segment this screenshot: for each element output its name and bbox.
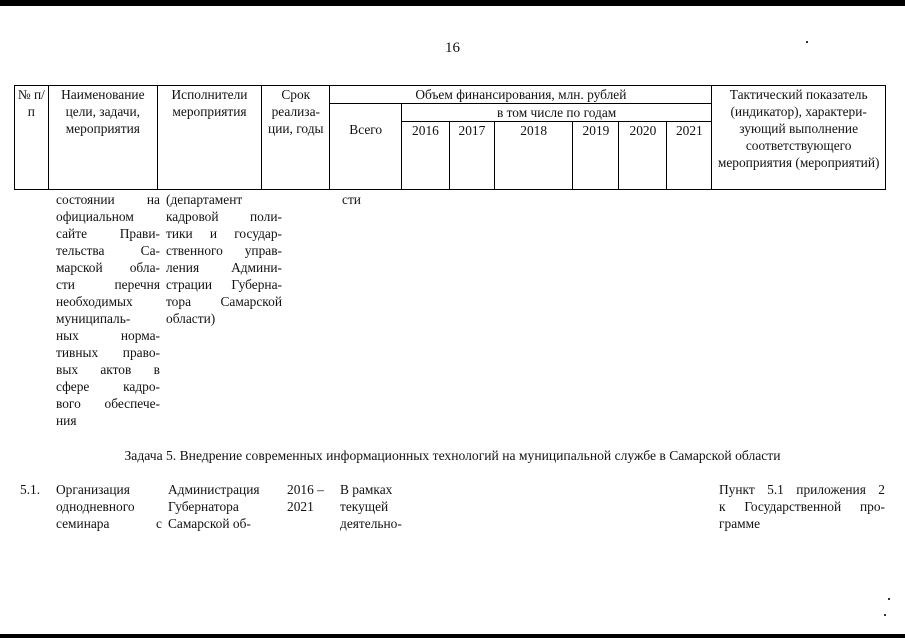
page-number: 16 (445, 40, 460, 56)
year-header: 2017 (449, 122, 494, 190)
text-line: области) (166, 311, 216, 326)
text-line: ления Админи- (166, 260, 282, 275)
row-5-1-name-cell (56, 481, 162, 532)
year-header: 2016 (401, 122, 449, 190)
text-line: сайте Прави- (56, 226, 160, 241)
row-5-1-num: 5.1. (20, 482, 41, 497)
col-indicator-header: Тактический показатель (индикатор), характери-зующий выполнение соответствующего мероприятия (мероприятий) (712, 86, 886, 190)
scan-speck (806, 41, 808, 43)
text-line: тора Самарской (166, 294, 282, 309)
col-total-header: Всего (330, 104, 401, 190)
text-line: 2021 (287, 499, 314, 514)
year-header: 2021 (667, 122, 712, 190)
text-line: страции Губерна- (166, 277, 282, 292)
header-table (14, 85, 886, 190)
text-line: грамме (719, 516, 761, 531)
cont-total-cell (342, 191, 412, 208)
text-line: однодневного (56, 499, 135, 514)
text-line: деятельно- (340, 516, 402, 531)
col-by-year-header: в том числе по годам (401, 104, 711, 122)
text-line: Пункт 5.1 приложения 2 (719, 482, 885, 497)
top-border (0, 0, 905, 6)
text-line: В рамках (340, 482, 393, 497)
text-line: (департамент (166, 192, 243, 207)
text-line: сфере кадро- (56, 379, 160, 394)
text-line: Организация (56, 482, 130, 497)
text-line: официальном (56, 209, 134, 224)
col-exec-header: Исполнители мероприятия (157, 86, 261, 190)
row-5-1-term-cell (287, 481, 337, 515)
scan-speck (884, 614, 886, 616)
col-finance-header: Объем финансирования, млн. рублей (330, 86, 712, 104)
text-line: муниципаль- (56, 311, 131, 326)
text-line: Самарской об- (168, 516, 251, 531)
cont-name-cell (56, 191, 160, 429)
text-line: тики и государ- (166, 226, 282, 241)
text-line: ственного управ- (166, 243, 282, 258)
cont-exec-cell (166, 191, 282, 327)
text-line: необходимых (56, 294, 133, 309)
col-num-header: № п/п (15, 86, 49, 190)
text-line: 2016 – (287, 482, 324, 497)
text-line: состоянии на (56, 192, 160, 207)
year-header: 2020 (619, 122, 667, 190)
text-line: семинара с (56, 516, 162, 531)
text-line: вого обеспече- (56, 396, 160, 411)
text-line: кадровой поли- (166, 209, 282, 224)
text-line: Губернатора (168, 499, 239, 514)
text-line: текущей (340, 499, 389, 514)
text-line: марской обла- (56, 260, 160, 275)
text-line: ния (56, 413, 77, 428)
text-line: сти перечня (56, 277, 160, 292)
row-5-1-indicator-cell (719, 481, 885, 532)
row-5-1-total-cell (340, 481, 420, 532)
col-term-header: Срок реализа-ции, годы (262, 86, 330, 190)
col-name-header: Наименование цели, задачи, мероприятия (48, 86, 157, 190)
row-5-1-exec-cell (168, 481, 280, 532)
text-line: Администрация (168, 482, 260, 497)
scan-speck (888, 598, 890, 600)
year-header: 2018 (494, 122, 573, 190)
text-line: тельства Са- (56, 243, 160, 258)
year-header: 2019 (573, 122, 619, 190)
text-line: тивных право- (56, 345, 160, 360)
text-line: сти (342, 192, 361, 207)
bottom-border (0, 634, 905, 638)
text-line: ных норма- (56, 328, 160, 343)
task-title: Задача 5. Внедрение современных информационных технологий на муниципальной службе в Самарской области (124, 448, 781, 463)
text-line: вых актов в (56, 362, 160, 377)
text-line: к Государственной про- (719, 499, 885, 514)
